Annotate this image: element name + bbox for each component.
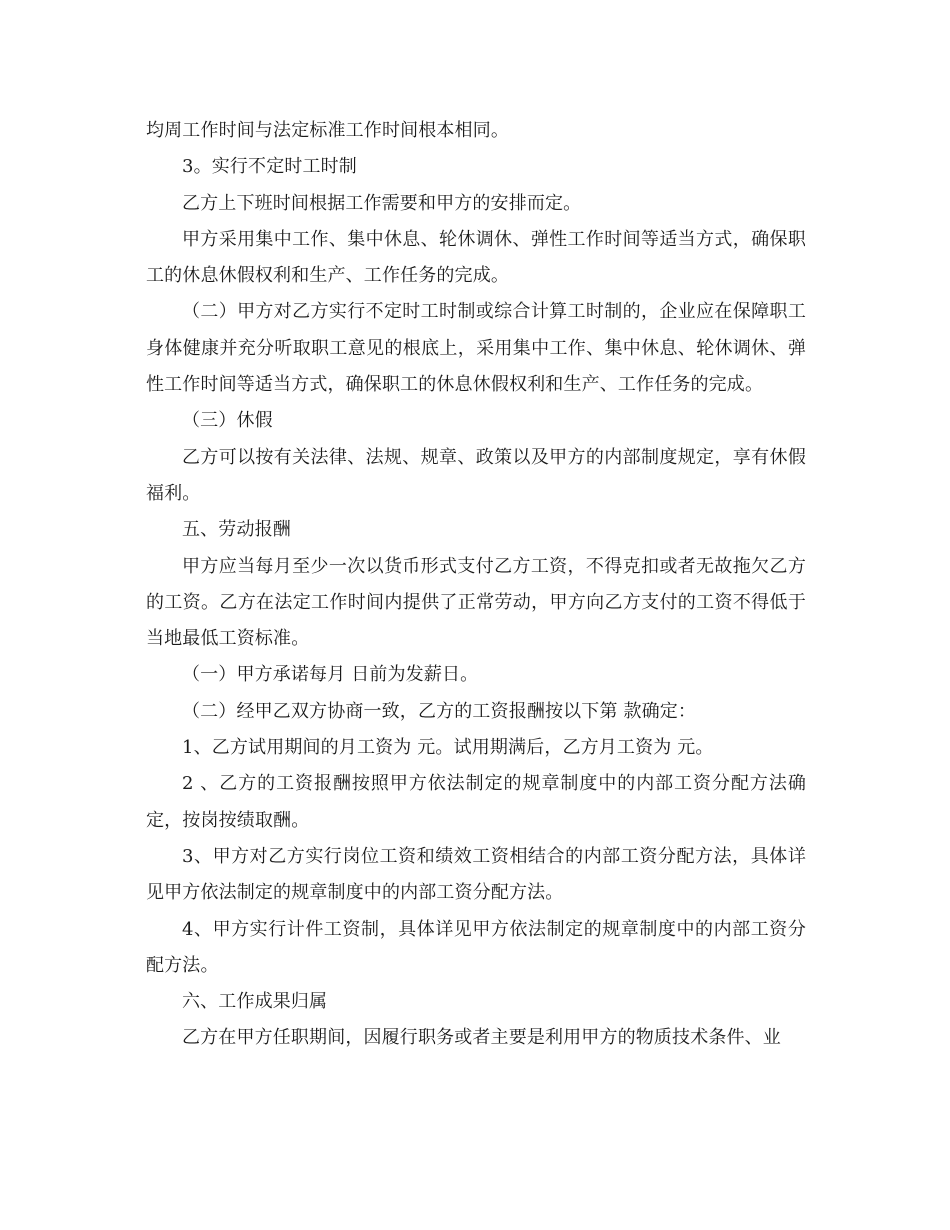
paragraph: （一）甲方承诺每月 日前为发薪日。 — [182, 664, 479, 686]
section-heading-remuneration: 五、劳动报酬 — [182, 519, 291, 541]
list-item: 2 、乙方的工资报酬按照甲方依法制定的规章制度中的内部工资分配方法确定，按岗按绩取酬。 — [146, 773, 806, 831]
paragraph-heading-flexible-hours: 3。实行不定时工时制 — [182, 156, 357, 178]
paragraph-continuation: 均周工作时间与法定标准工作时间根本相同。 — [146, 120, 509, 141]
list-item: 4、甲方实行计件工资制，具体详见甲方依法制定的规章制度中的内部工资分配方法。 — [146, 918, 806, 976]
section-heading-work-results: 六、工作成果归属 — [182, 991, 328, 1013]
paragraph-heading-leave: （三）休假 — [182, 410, 273, 432]
paragraph: （二）甲方对乙方实行不定时工时制或综合计算工时制的，企业应在保障职工身体健康并充分听取职工意见的根底上，采用集中工作、集中休息、轮休调休、弹性工作时间等适当方式，确保职工的休息休假权利和生产、工作任务的完成。 — [146, 301, 806, 396]
paragraph: 乙方在甲方任职期间，因履行职务或者主要是利用甲方的物质技术条件、业 — [182, 1027, 781, 1049]
paragraph: 乙方可以按有关法律、法规、规章、政策以及甲方的内部制度规定，享有休假福利。 — [146, 446, 806, 504]
paragraph: （二）经甲乙双方协商一致，乙方的工资报酬按以下第 款确定： — [182, 700, 697, 722]
document-body — [146, 113, 806, 1057]
list-item: 1、乙方试用期间的月工资为 元。试用期满后，乙方月工资为 元。 — [182, 737, 714, 759]
list-item: 3、甲方对乙方实行岗位工资和绩效工资相结合的内部工资分配方法，具体详见甲方依法制定的规章制度中的内部工资分配方法。 — [146, 845, 806, 904]
paragraph: 甲方应当每月至少一次以货币形式支付乙方工资，不得克扣或者无故拖欠乙方的工资。乙方在法定工作时间内提供了正常劳动，甲方向乙方支付的工资不得低于当地最低工资标准。 — [146, 555, 806, 650]
paragraph: 乙方上下班时间根据工作需要和甲方的安排而定。 — [182, 192, 582, 214]
paragraph: 甲方采用集中工作、集中休息、轮休调休、弹性工作时间等适当方式，确保职工的休息休假权利和生产、工作任务的完成。 — [146, 228, 806, 287]
